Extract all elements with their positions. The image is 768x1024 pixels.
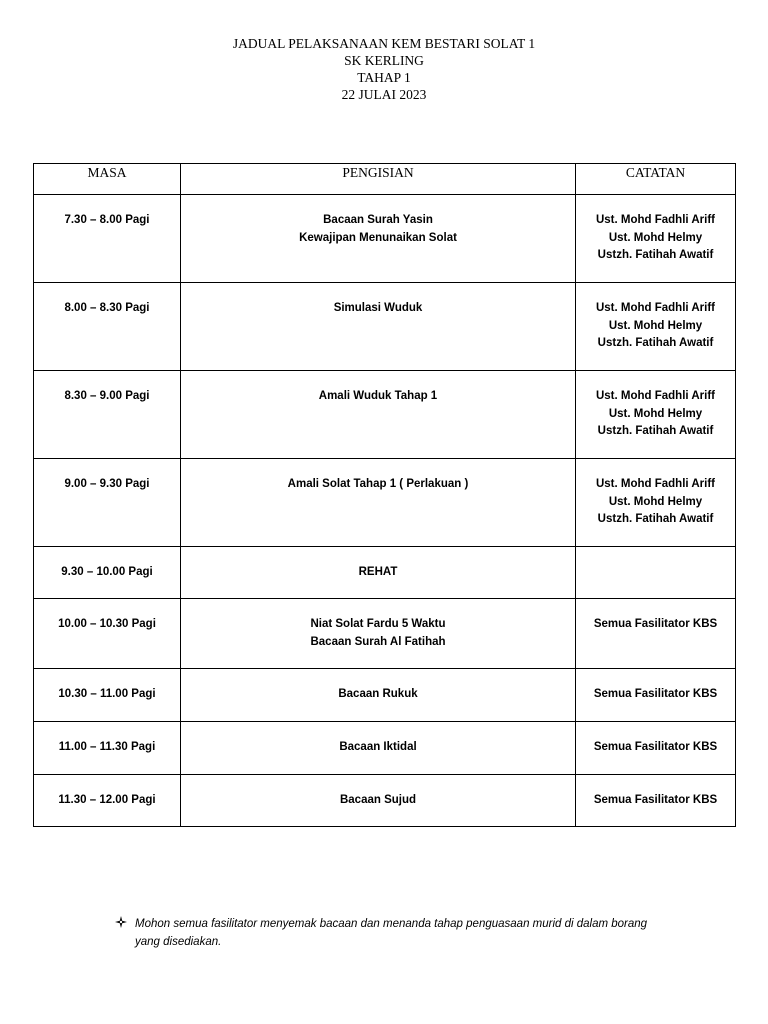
facilitator-line: Ustzh. Fatihah Awatif	[597, 513, 714, 525]
document-title: JADUAL PELAKSANAAN KEM BESTARI SOLAT 1	[232, 36, 536, 51]
footnote	[115, 915, 675, 951]
cell-pengisian	[181, 669, 576, 722]
cell-masa: 9.30 – 10.00 Pagi	[34, 547, 181, 599]
facilitator-line: Semua Fasilitator KBS	[593, 688, 718, 700]
activity-line: Bacaan Iktidal	[339, 741, 417, 753]
cell-catatan	[576, 722, 736, 775]
column-header-masa: MASA	[34, 164, 181, 195]
activity-line: Niat Solat Fardu 5 Waktu	[310, 618, 446, 630]
cell-catatan	[576, 669, 736, 722]
activity-line: Kewajipan Menunaikan Solat	[299, 231, 457, 244]
column-header-pengisian: PENGISIAN	[181, 164, 576, 195]
table-row	[34, 459, 736, 547]
cell-pengisian	[181, 459, 576, 547]
cell-masa: 11.00 – 11.30 Pagi	[34, 722, 181, 775]
activity-line: Bacaan Sujud	[339, 794, 417, 806]
footnote-text: Mohon semua fasilitator menyemak bacaan dan menanda tahap penguasaan murid di dalam borang yang disediakan.	[135, 918, 648, 948]
facilitator-line: Ust. Mohd Helmy	[608, 319, 703, 332]
activity-line: Amali Solat Tahap 1 ( Perlakuan )	[287, 478, 469, 490]
cell-pengisian	[181, 283, 576, 371]
table-row	[34, 547, 736, 599]
cell-pengisian	[181, 371, 576, 459]
school-name: SK KERLING	[344, 53, 424, 68]
facilitator-line: Ust. Mohd Helmy	[608, 407, 703, 420]
facilitator-line: Semua Fasilitator KBS	[593, 794, 718, 806]
cell-masa: 8.30 – 9.00 Pagi	[34, 371, 181, 459]
schedule-table	[33, 163, 736, 827]
cell-catatan	[576, 371, 736, 459]
cell-catatan	[576, 547, 736, 599]
cell-catatan	[576, 599, 736, 669]
cell-catatan	[576, 775, 736, 827]
facilitator-line: Ust. Mohd Fadhli Ariff	[595, 478, 716, 490]
facilitator-line: Ust. Mohd Fadhli Ariff	[595, 302, 716, 314]
facilitator-line: Ustzh. Fatihah Awatif	[597, 337, 714, 349]
table-row	[34, 775, 736, 827]
cell-pengisian	[181, 775, 576, 827]
activity-line: REHAT	[358, 566, 398, 578]
diamond-bullet-icon	[115, 915, 127, 933]
cell-masa: 10.00 – 10.30 Pagi	[34, 599, 181, 669]
cell-masa: 8.00 – 8.30 Pagi	[34, 283, 181, 371]
activity-line: Simulasi Wuduk	[333, 302, 423, 314]
facilitator-line: Ust. Mohd Helmy	[608, 495, 703, 508]
cell-pengisian	[181, 547, 576, 599]
table-header-row	[34, 164, 736, 195]
document-header	[0, 35, 768, 103]
facilitator-line: Semua Fasilitator KBS	[593, 618, 718, 630]
cell-pengisian	[181, 599, 576, 669]
table-row	[34, 722, 736, 775]
cell-catatan	[576, 195, 736, 283]
activity-line: Bacaan Rukuk	[338, 688, 418, 700]
table-row	[34, 599, 736, 669]
facilitator-line: Semua Fasilitator KBS	[593, 741, 718, 753]
facilitator-line: Ust. Mohd Fadhli Ariff	[595, 214, 716, 226]
cell-masa: 9.00 – 9.30 Pagi	[34, 459, 181, 547]
facilitator-line: Ust. Mohd Helmy	[608, 231, 703, 244]
facilitator-line: Ustzh. Fatihah Awatif	[597, 425, 714, 437]
activity-line: Amali Wuduk Tahap 1	[318, 390, 438, 402]
table-row	[34, 371, 736, 459]
cell-masa: 11.30 – 12.00 Pagi	[34, 775, 181, 827]
facilitator-line: Ust. Mohd Fadhli Ariff	[595, 390, 716, 402]
cell-masa: 10.30 – 11.00 Pagi	[34, 669, 181, 722]
activity-line: Bacaan Surah Al Fatihah	[310, 635, 446, 648]
table-row	[34, 669, 736, 722]
cell-pengisian	[181, 195, 576, 283]
table-row	[34, 283, 736, 371]
cell-masa: 7.30 – 8.00 Pagi	[34, 195, 181, 283]
cell-pengisian	[181, 722, 576, 775]
facilitator-line: Ustzh. Fatihah Awatif	[597, 249, 714, 261]
activity-line: Bacaan Surah Yasin	[323, 214, 433, 226]
level-label: TAHAP 1	[357, 70, 411, 85]
column-header-catatan: CATATAN	[576, 164, 736, 195]
table-row	[34, 195, 736, 283]
cell-catatan	[576, 283, 736, 371]
event-date: 22 JULAI 2023	[341, 87, 427, 102]
cell-catatan	[576, 459, 736, 547]
